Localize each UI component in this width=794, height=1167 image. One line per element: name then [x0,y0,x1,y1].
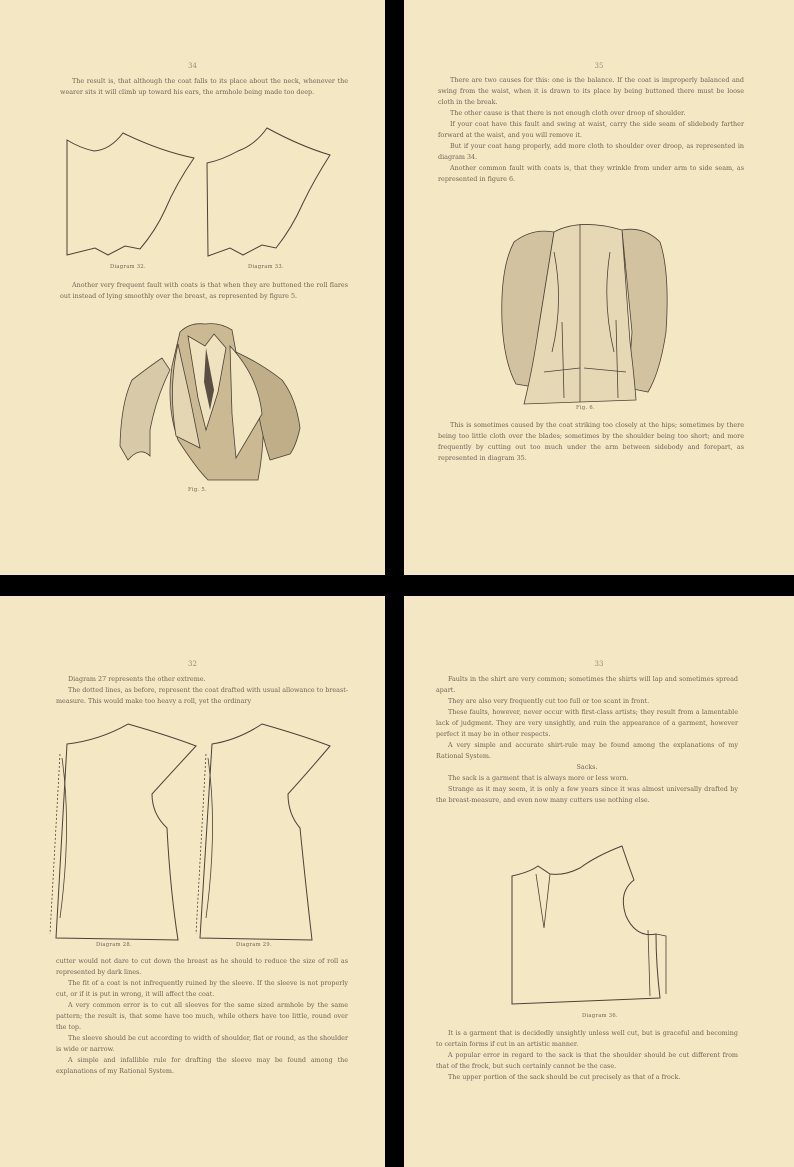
page-number: 34 [188,62,197,70]
caption-fig-6: Fig. 6. [576,405,595,411]
paragraph: Another very frequent fault with coats is that when they are buttoned the roll flares out instead of lying smoothly over the breast, as represented by figure 5. [60,281,348,300]
caption-diagram-32: Diagram 32. [110,264,146,270]
text-block: It is a garment that is decidedly unsightly unless well cut, but is graceful and becoming to certain forms if cut in an artistic manner. A popular error in regard to the sack is that the shoulder should be cut different from that of the frock, but such certainly cannot be the case. The upper portion of the sack should be cut precisely as that of a frock. [436,1029,738,1081]
caption-diagram-29: Diagram 29. [236,942,272,948]
text-block: Diagram 27 represents the other extreme. The dotted lines, as before, represent the coat drafted with usual allowance to breast-measure. This would make too heavy a roll, yet the ordinary [56,675,348,705]
diagram-36 [404,846,794,1016]
coat-back-illustration-fig-6 [404,212,794,402]
text-block: cutter would not dare to cut down the breast as he should to reduce the size of roll as represented by dark lines. The fit of a coat is not infrequently ruined by the sleeve. If the sleeve is not properly cut, or if it is put in wrong, it will affect the coat. A very common error is to cut all sleeves for the same sized armhole by the same pattern; the result is, that some have too much, while others have too little, round over the top. The sleeve should be cut according to width of shoulder, flat or round, as the shoulder is wide or narrow. A simple and infallible rule for drafting the sleeve may be found among the explanations of my Rational System. [56,957,349,1075]
section-heading: Sacks. [576,763,598,771]
page-number: 33 [594,660,604,668]
page-bottom-right [404,596,794,1167]
page-bottom-left [0,596,385,1167]
paragraph: This is sometimes caused by the coat striking too closely at the hips; sometimes by there being too little cloth over the blades; sometimes by the shoulder being too short; and more frequently by cutting out too much under the arm between sidebody and forepart, as represented in diagram 35. [438,421,744,462]
page-number: 35 [594,62,604,70]
caption-diagram-33: Diagram 33. [248,264,284,270]
diagrams-28-29 [0,718,385,948]
page-top-left [0,0,385,575]
text-block: Faults in the shirt are very common; sometimes the shirts will lap and sometimes spread apart. They are also very frequently cut too full or too scant in front. These faults, however, never occur with first-class artists; they result from a lamentable lack of judgment. They are very unsightly, and ruin the appearance of a garment, however perfect it may be in other respects. A very simple and accurate shirt-rule may be found among the explanations of my Rational System. Sacks. The sack is a garment that is always more or less worn. Strange as it may seem, it is only a few years since it was almost universally drafted by the breast-measure, and even now many cutters use nothing else. [436,675,738,804]
page-number: 32 [188,660,197,668]
diagram-32 [0,118,385,268]
caption-diagram-28: Diagram 28. [96,942,132,948]
text-block: There are two causes for this: one is the balance. If the coat is improperly balanced and swing from the waist, when it is drawn to its place by being buttoned there must be loose cloth in the break. The other cause is that there is not enough cloth over droop of shoulder. If your coat have this fault and swing at waist, carry the side seam of slidebody farther forward at the waist, and you will remove it. But if your coat hang properly, add more cloth to shoulder over droop, as represented in diagram 34. Another common fault with coats is, that they wrinkle from under arm to side seam, as represented in figure 6. [438,76,744,183]
caption-fig-5: Fig. 5. [188,487,207,493]
coat-illustration-fig-5 [0,318,385,478]
caption-diagram-36: Diagram 36. [582,1013,618,1019]
paragraph: The result is, that although the coat falls to its place about the neck, whenever the wearer sits it will climb up toward his ears, the armhole being made too deep. [60,77,348,96]
page-top-right [404,0,794,575]
